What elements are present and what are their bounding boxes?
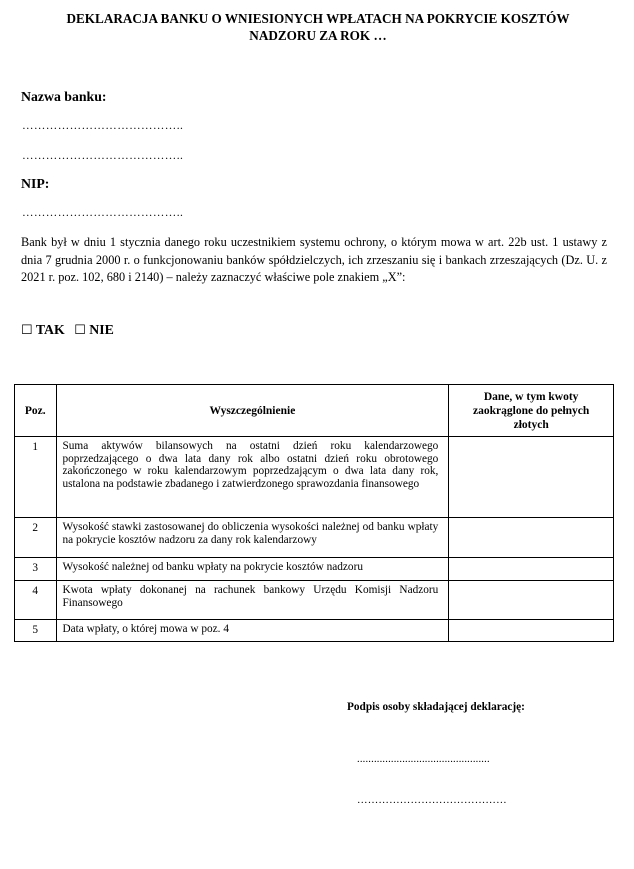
table-row [15,518,614,558]
row-value-cell[interactable] [449,581,614,620]
row-description: Suma aktywów bilansowych na ostatni dzień roku kalendarzowego poprzedzającego o dwa lata dany rok albo ostatni dzień roku obrotowego zakończonego w roku kalendarzowym poprzedzającym o dwa lata dany rok, ustalona na podstawie zbadanego i zatwierdzonego sprawozdania finansowego [56,437,449,518]
header-value: Dane, w tym kwoty zaokrąglone do pełnych złotych [449,385,614,437]
yes-checkbox[interactable]: ☐ [21,322,33,337]
row-description: Kwota wpłaty dokonanej na rachunek bankowy Urzędu Komisji Nadzoru Finansowego [56,581,449,620]
nip-label: NIP: [21,176,50,191]
ips-paragraph: Bank był w dniu 1 stycznia danego roku uczestnikiem systemu ochrony, o którym mowa w art. 22b ust. 1 ustawy z dnia 7 grudnia 2000 r. o funkcjonowaniu banków spółdzielczych, ich zrzeszaniu się i bankach zrzeszających (Dz. U. z 2021 r. poz. 102, 680 i 2140) – należy zaznaczyć właściwe pole znakiem „X”: [21,235,607,285]
table-row [15,558,614,581]
signature-line-1[interactable]: ............................................... [357,754,490,765]
row-value-cell[interactable] [449,518,614,558]
row-poz: 4 [15,581,57,620]
table-header-row [15,385,614,437]
no-label: NIE [89,322,114,337]
row-poz: 2 [15,518,57,558]
document-title [20,11,616,44]
table-row [15,437,614,518]
signature-label: Podpis osoby składającej deklarację: [347,701,525,713]
table-row [15,620,614,642]
row-description: Wysokość należnej od banku wpłaty na pokrycie kosztów nadzoru [56,558,449,581]
nip-line[interactable]: ………………………………….. [22,207,184,219]
row-description: Data wpłaty, o której mowa w poz. 4 [56,620,449,642]
row-value-cell[interactable] [449,558,614,581]
no-checkbox[interactable]: ☐ [74,322,86,337]
header-poz: Poz. [15,385,57,437]
declaration-table [14,384,614,642]
bank-name-line-2[interactable]: ………………………………….. [22,150,184,162]
row-poz: 1 [15,437,57,518]
row-poz: 5 [15,620,57,642]
bank-name-line-1[interactable]: ………………………………….. [22,120,184,132]
title-line-1: DEKLARACJA BANKU O WNIESIONYCH WPŁATACH NA POKRYCIE KOSZTÓW [66,11,570,26]
yes-label: TAK [35,322,65,337]
row-poz: 3 [15,558,57,581]
row-value-cell[interactable] [449,437,614,518]
table-row [15,581,614,620]
signature-line-2[interactable]: …………………………………… [357,795,507,806]
header-description: Wyszczególnienie [56,385,449,437]
yes-no-options [21,322,114,338]
title-line-2: NADZORU ZA ROK … [249,27,387,43]
bank-name-label: Nazwa banku: [21,89,107,104]
row-description: Wysokość stawki zastosowanej do obliczenia wysokości należnej od banku wpłaty na pokrycie kosztów nadzoru za dany rok kalendarzowy [56,518,449,558]
row-value-cell[interactable] [449,620,614,642]
